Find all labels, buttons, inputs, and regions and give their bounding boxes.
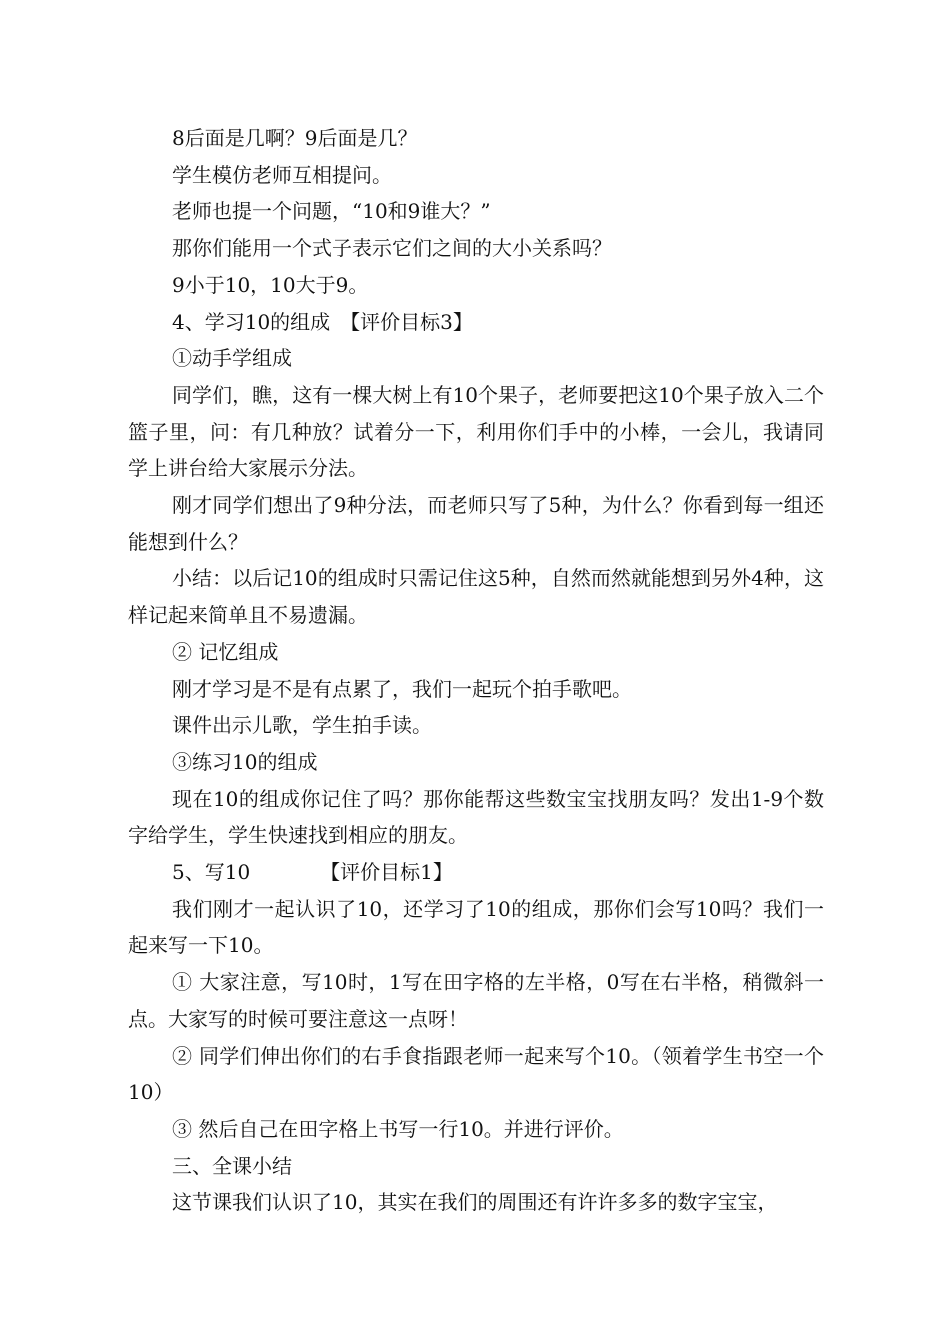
paragraph-write-step-2: ② 同学们伸出你们的右手食指跟老师一起来写个10。（领着学生书空一个10） xyxy=(128,1043,824,1105)
subheading-hands-on: ①动手学组成 xyxy=(172,346,292,371)
paragraph-clap-song: 刚才学习是不是有点累了，我们一起玩个拍手歌吧。 xyxy=(172,676,632,701)
paragraph-summary: 小结：以后记10的组成时只需记住这5种，自然而然就能想到另外4种，这样记起来简单且不易遗漏。 xyxy=(128,566,824,628)
paragraph-1: 8后面是几啊？9后面是几？ xyxy=(172,126,418,150)
paragraph-5: 9小于10，10大于9。 xyxy=(172,272,369,297)
paragraph-find-friends: 现在10的组成你记住了吗？那你能帮这些数宝宝找朋友吗？发出1-9个数字给学生，学生快速找到相应的朋友。 xyxy=(128,786,824,848)
paragraph-write-intro: 我们刚才一起认识了10，还学习了10的组成，那你们会写10吗？我们一起来写一下10。 xyxy=(128,896,824,958)
section-heading-write-10: 5、写10 【评价目标1】 xyxy=(172,860,453,885)
subheading-practice: ③练习10的组成 xyxy=(172,749,318,774)
subheading-memorize: ② 记忆组成 xyxy=(172,639,279,664)
paragraph-final: 这节课我们认识了10，其实在我们的周围还有许许多多的数字宝宝， xyxy=(172,1190,778,1215)
paragraph-nine-ways: 刚才同学们想出了9种分法，而老师只写了5种，为什么？你看到每一组还能想到什么？ xyxy=(128,493,824,554)
paragraph-tree-fruits: 同学们，瞧，这有一棵大树上有10个果子，老师要把这10个果子放入二个篮子里，问：有几种放？试着分一下，利用你们手中的小棒，一会儿，我请同学上讲台给大家展示分法。 xyxy=(128,382,824,481)
paragraph-3: 老师也提一个问题，“10和9谁大？” xyxy=(172,199,491,224)
document-body xyxy=(128,120,824,1221)
paragraph-2: 学生模仿老师互相提问。 xyxy=(172,162,392,187)
paragraph-write-step-3: ③ 然后自己在田字格上书写一行10。并进行评价。 xyxy=(172,1116,624,1141)
paragraph-courseware: 课件出示儿歌，学生拍手读。 xyxy=(172,713,432,738)
paragraph-write-step-1: ① 大家注意，写10时，1写在田字格的左半格，0写在右半格，稍微斜一点。大家写的时候可要注意这一点呀！ xyxy=(128,970,824,1031)
section-heading-learn-10-composition: 4、学习10的组成 【评价目标3】 xyxy=(172,309,473,334)
section-heading-summary: 三、全课小结 xyxy=(172,1153,292,1178)
paragraph-4: 那你们能用一个式子表示它们之间的大小关系吗？ xyxy=(172,236,612,261)
